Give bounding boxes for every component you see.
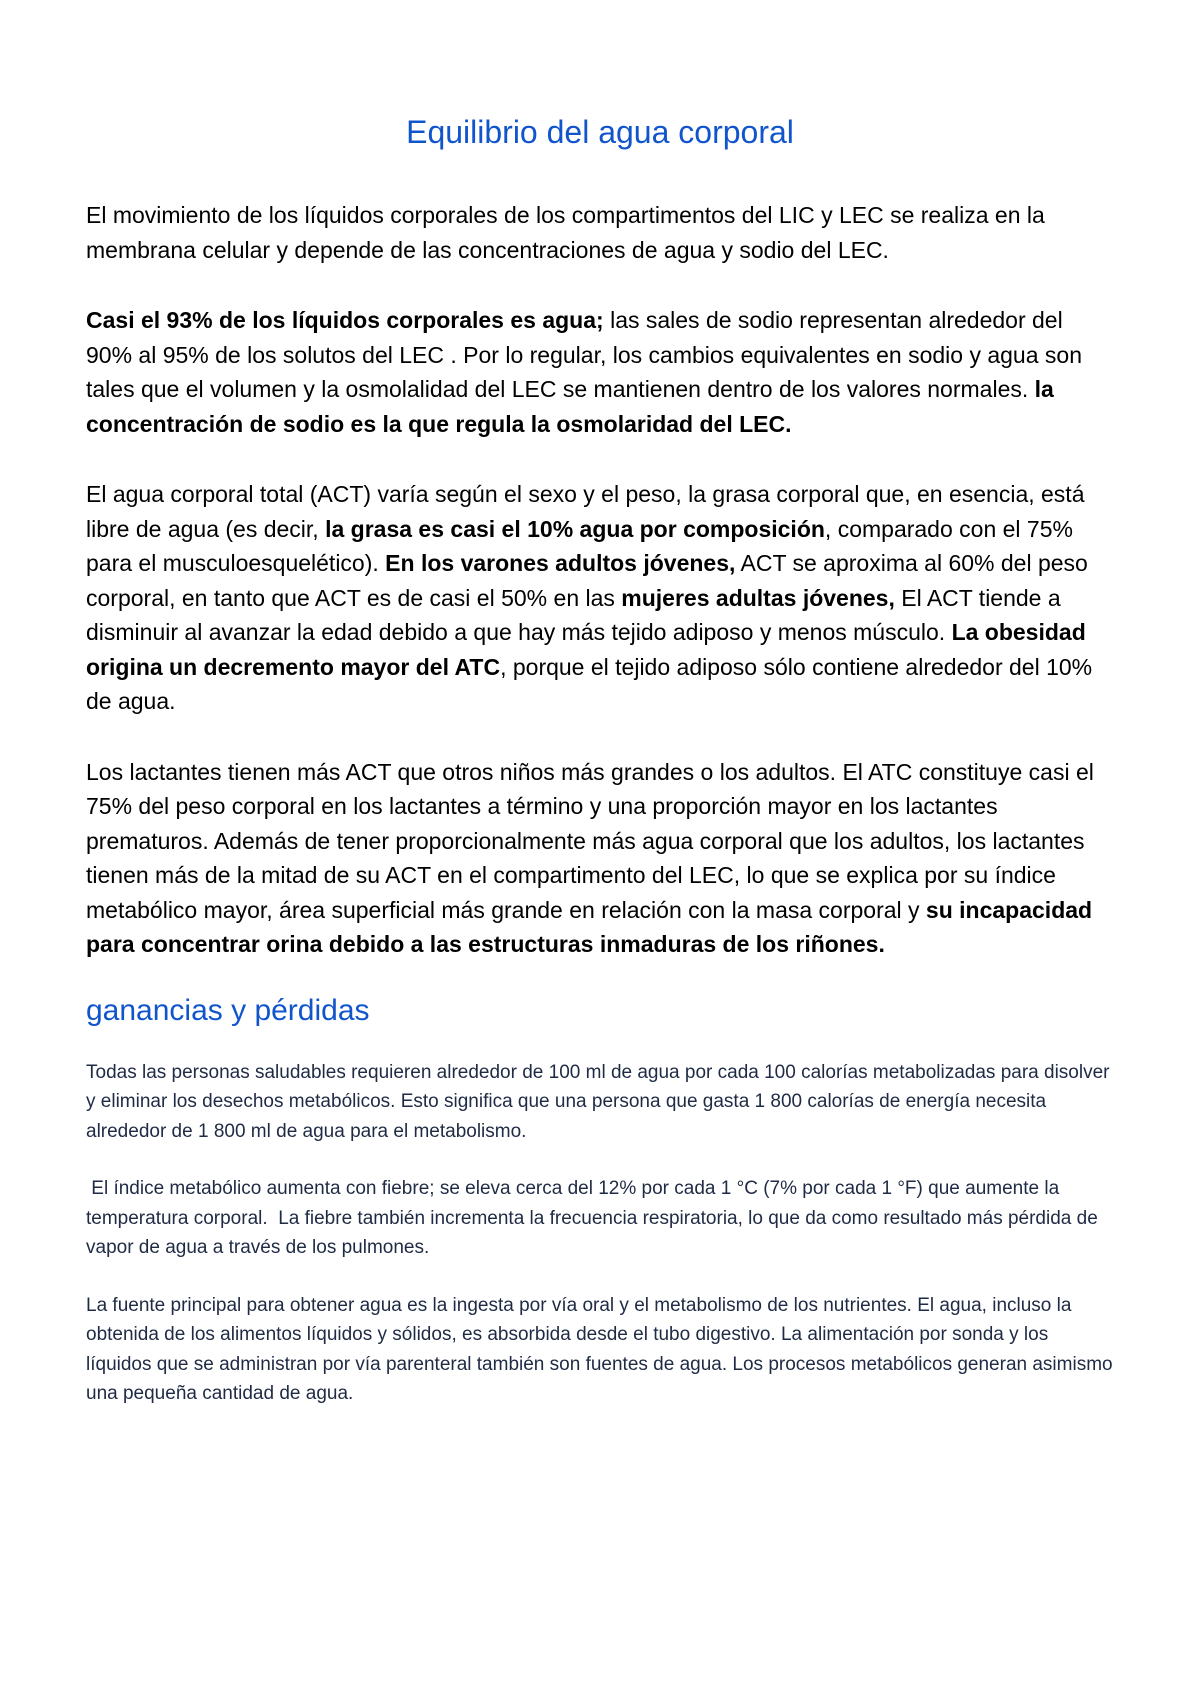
section-paragraph-1: Todas las personas saludables requieren alrededor de 100 ml de agua por cada 100 calorías metabolizadas para disolver y eliminar los desechos metabólicos. Esto significa que una persona que gasta 1 800 calorías de energía necesita alrededor de 1 800 ml de agua para el metabolismo. — [86, 1061, 1110, 1142]
paragraph-3-text-5: , porque el tejido adiposo sólo contiene alrededor del 10% de agua. — [86, 653, 1093, 714]
paragraph-3-text-2: , comparado con el 75% para el musculoesquelético). — [86, 515, 1073, 576]
page-title: Equilibrio del agua corporal — [406, 114, 794, 150]
paragraph-2-text-1: las sales de sodio representan alrededor del 90% al 95% de los solutos del LEC . Por lo regular, los cambios equivalentes en sodio y agua son tales que el volumen y la osmolalidad del LEC se mantienen dentro de los valores normales. — [86, 307, 1082, 402]
paragraph-3-bold-4: La obesidad origina un decremento mayor del ATC — [86, 619, 1086, 680]
paragraph-3-bold-2: En los varones adultos jóvenes, — [385, 550, 736, 576]
paragraph-4-bold-1: su incapacidad para concentrar orina debido a las estructuras inmaduras de los riñones. — [86, 896, 1093, 957]
paragraph-1-text: El movimiento de los líquidos corporales de los compartimentos del LIC y LEC se realiza en la membrana celular y depende de las concentraciones de agua y sodio del LEC. — [86, 202, 1045, 263]
section-heading: ganancias y pérdidas — [86, 993, 370, 1027]
paragraph-2 — [86, 303, 1114, 441]
paragraph-4-text-1: Los lactantes tienen más ACT que otros niños más grandes o los adultos. El ATC constituye casi el 75% del peso corporal en los lactantes a término y una proporción mayor en los lactantes prematuros. Además de tener proporcionalmente más agua corporal que los adultos, los lactantes tienen más de la mitad de su ACT en el compartimento del LEC, lo que se explica por su índice metabólico mayor, área superficial más grande en relación con la masa corporal y — [86, 758, 1094, 923]
paragraph-3-text-1: El agua corporal total (ACT) varía según el sexo y el peso, la grasa corporal que, en esencia, está libre de agua (es decir, — [86, 481, 1085, 542]
paragraph-3-text-4: El ACT tiende a disminuir al avanzar la edad debido a que hay más tejido adiposo y menos músculo. — [86, 584, 1061, 645]
paragraph-3-bold-1: la grasa es casi el 10% agua por composición — [325, 515, 825, 542]
paragraph-3 — [86, 477, 1114, 719]
paragraph-4 — [86, 755, 1114, 962]
paragraph-3-text-3: ACT se aproxima al 60% del peso corporal, en tanto que ACT es de casi el 50% en las — [86, 550, 1088, 611]
section-paragraph-2: El índice metabólico aumenta con fiebre; se eleva cerca del 12% por cada 1 °C (7% por cada 1 °F) que aumente la temperatura corporal. La fiebre también incrementa la frecuencia respiratoria, lo que da como resultado más pérdida de vapor de agua a través de los pulmones. — [86, 1178, 1104, 1258]
paragraph-1 — [86, 198, 1114, 267]
paragraph-2-bold-1: Casi el 93% de los líquidos corporales es agua; — [86, 307, 604, 333]
section-paragraph-3: La fuente principal para obtener agua es la ingesta por vía oral y el metabolismo de los nutrientes. El agua, incluso la obtenida de los alimentos líquidos y sólidos, es absorbida desde el tubo digestivo. La alimentación por sonda y los líquidos que se administran por vía parenteral también son fuentes de agua. Los procesos metabólicos generan asimismo una pequeña cantidad de agua. — [86, 1294, 1113, 1404]
paragraph-3-bold-3: mujeres adultas jóvenes, — [621, 584, 895, 611]
paragraph-2-bold-2: la concentración de sodio es la que regula la osmolaridad del LEC. — [86, 376, 1054, 437]
